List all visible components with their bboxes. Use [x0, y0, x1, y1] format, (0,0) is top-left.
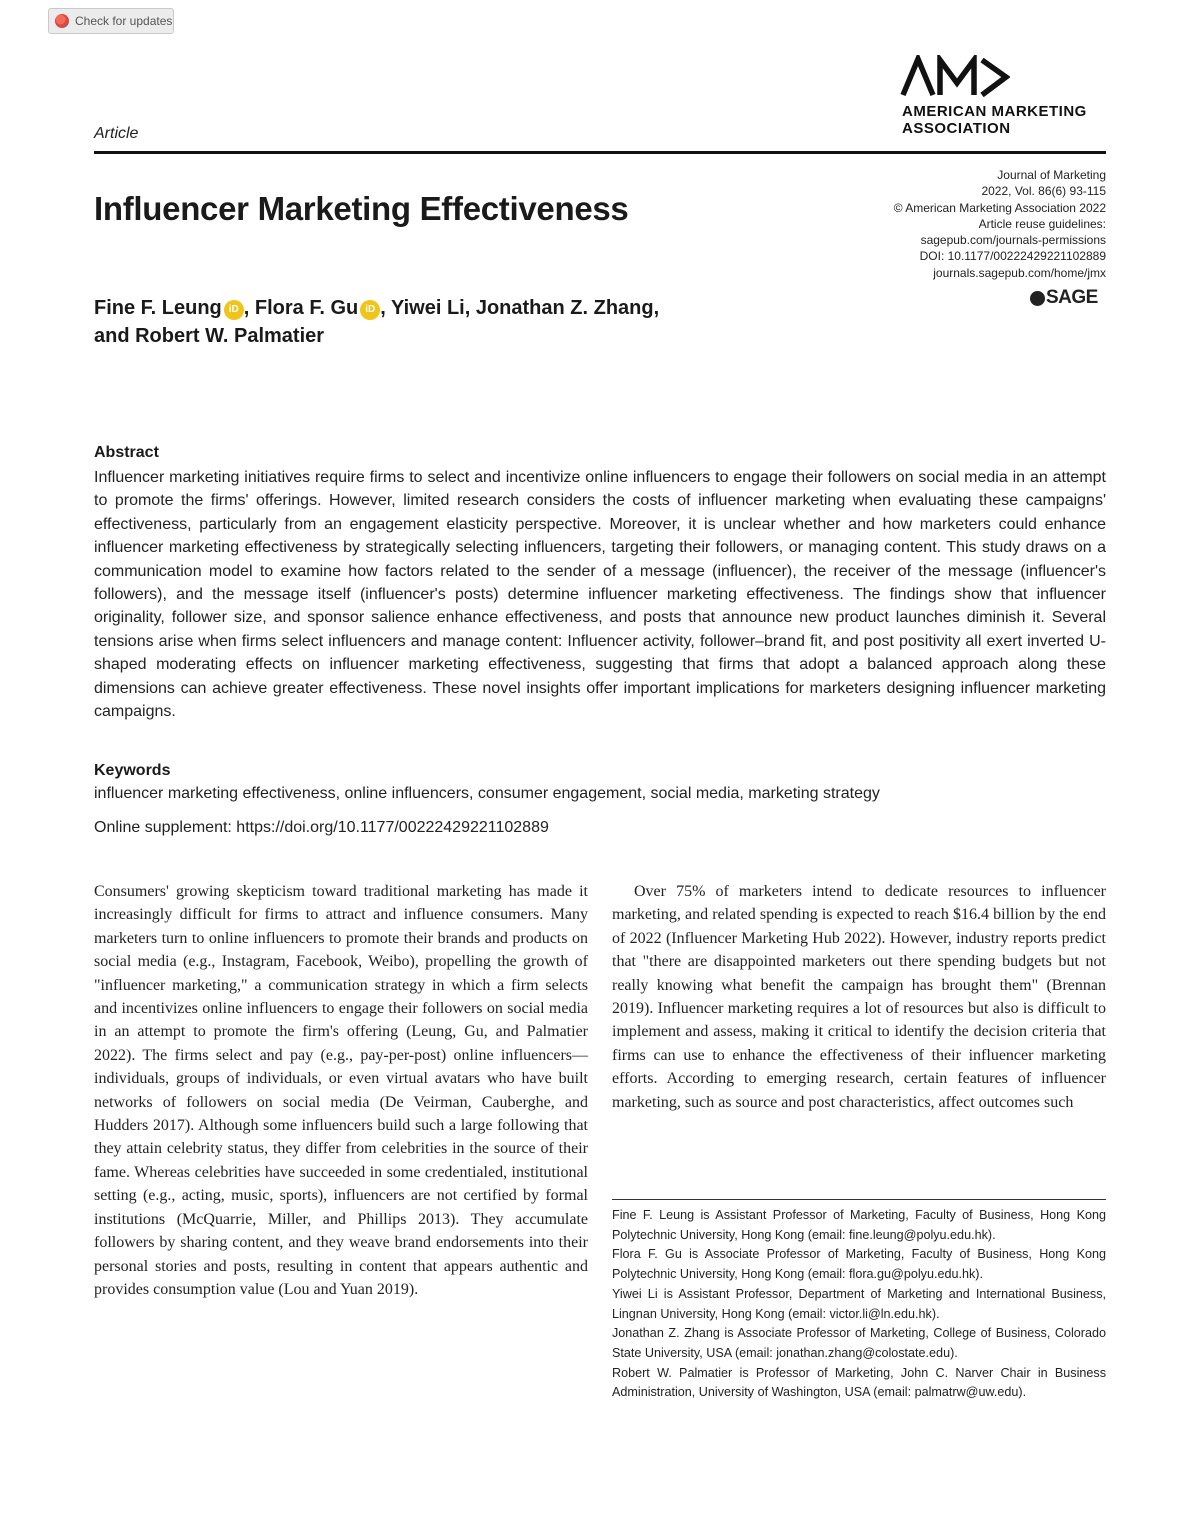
ama-logo-line2: ASSOCIATION — [902, 120, 1011, 137]
permissions-link[interactable]: sagepub.com/journals-permissions — [920, 233, 1106, 248]
affiliation-note: Jonathan Z. Zhang is Associate Professor of Marketing, College of Business, Colorado State University, USA (email: jonathan.zhang@colostate.edu). — [612, 1326, 1106, 1360]
author-separator: , — [243, 297, 255, 319]
check-for-updates-button[interactable] — [48, 8, 174, 34]
body-column-right: Over 75% of marketers intend to dedicate resources to influencer marketing, and related spending is expected to reach $16.4 billion by the end of 2022 (Influencer Marketing Hub 2022). However, industry reports predict that "there are disappointed marketers out there spending budgets but not really knowing what benefit the campaign has brought them" (Brennan 2019). Influencer marketing requires a lot of resources but also is difficult to implement and assess, making it critical to identify the decision criteria that firms can use to enhance the effectiveness of their influencer marketing efforts. According to emerging research, certain features of influencer marketing, such as source and post characteristics, affect outcomes such — [612, 883, 1106, 1111]
crossmark-icon — [55, 14, 69, 28]
affiliation-note: Yiwei Li is Assistant Professor, Department of Marketing and International Business, Lingnan University, Hong Kong (email: victor.li@ln.edu.hk). — [612, 1286, 1106, 1321]
doi[interactable]: DOI: 10.1177/00222429221102889 — [919, 249, 1106, 264]
sage-logo — [1030, 287, 1098, 309]
ama-logo — [900, 55, 1110, 145]
journal-info — [894, 167, 1106, 281]
paper-title: Influencer Marketing Effectiveness — [94, 190, 629, 227]
check-for-updates-label: Check for updates — [75, 14, 173, 28]
abstract-heading: Abstract — [94, 444, 159, 461]
author-names-rest: , Yiwei Li, Jonathan Z. Zhang, — [380, 297, 660, 319]
footnote-rule — [612, 1199, 1106, 1200]
abstract-text: Influencer marketing initiatives require firms to select and incentivize online influencers to engage their followers on social media in an attempt to promote the firms' offerings. However, limited research considers the costs of influencer marketing when evaluating these campaigns' effectiveness, particularly from an engagement elasticity perspective. Moreover, it is unclear whether and how marketers could enhance influencer marketing effectiveness by strategically selecting influencers, targeting their followers, or managing content. This study draws on a communication model to examine how factors related to the sender of a message (influencer), the receiver of the message (influencer's followers), and the message itself (influencer's posts) determine influencer marketing effectiveness. The findings show that influencer originality, follower size, and sponsor salience enhance effectiveness, and posts that announce new product launches diminish it. Several tensions arise when firms select influencers and manage content: Influencer activity, follower–brand fit, and post positivity all exert inverted U-shaped moderating effects on influencer marketing effectiveness, suggesting that firms that adopt a balanced approach along these dimensions can achieve greater effectiveness. These novel insights offer important implications for marketers designing influencer marketing campaigns. — [94, 469, 1106, 721]
sage-logo-text: SAGE — [1046, 287, 1098, 308]
affiliation-note: Robert W. Palmatier is Professor of Marketing, John C. Narver Chair in Business Administration, University of Washington, USA (email: palmatrw@uw.edu). — [612, 1365, 1106, 1400]
author-name: Flora F. Gu — [254, 297, 359, 319]
author-name: Fine F. Leung — [94, 297, 222, 319]
header-rule — [94, 151, 1106, 154]
reuse-guidelines-label: Article reuse guidelines: — [978, 216, 1106, 231]
author-affiliations — [612, 1206, 1106, 1403]
ama-logo-line1: AMERICAN MARKETING — [902, 103, 1087, 120]
journal-volume: 2022, Vol. 86(6) 93-115 — [981, 184, 1106, 199]
sage-circle-icon — [1030, 291, 1045, 306]
orcid-icon[interactable]: iD — [360, 300, 380, 320]
ama-monogram-icon — [900, 55, 1010, 97]
journal-name: Journal of Marketing — [997, 168, 1106, 182]
online-supplement-link[interactable]: Online supplement: https://doi.org/10.1177/00222429221102889 — [94, 819, 549, 836]
author-names-line2: and Robert W. Palmatier — [94, 325, 325, 347]
article-type-label: Article — [94, 125, 139, 142]
keywords-heading: Keywords — [94, 762, 171, 779]
affiliation-note: Flora F. Gu is Associate Professor of Marketing, Faculty of Business, Hong Kong Polytechnic University, Hong Kong (email: flora.gu@polyu.edu.hk). — [612, 1247, 1106, 1282]
body-column-left: Consumers' growing skepticism toward traditional marketing has made it increasingly difficult for firms to attract and influence consumers. Many marketers turn to online influencers to promote their brands and products on social media (e.g., Instagram, Facebook, Weibo), propelling the growth of "influencer marketing," a communication strategy in which a firm selects and incentivizes online influencers to engage their followers on social media in an attempt to promote the firm's offering (Leung, Gu, and Palmatier 2022). The firms select and pay (e.g., pay-per-post) online influencers—individuals, groups of individuals, or even virtual avatars who have built networks of followers on social media (De Veirman, Cauberghe, and Hudders 2017). Although some influencers build such a large following that they attain celebrity status, they differ from celebrities in the source of their fame. Whereas celebrities have succeeded in some credentialed, institutional setting (e.g., acting, music, sports), influencers are not certified by formal institutions (McQuarrie, Miller, and Phillips 2013). They accumulate followers by sharing content, and they weave brand endorsements into their personal stories and posts, resulting in content that appears authentic and provides consumption value (Lou and Yuan 2019). — [94, 883, 588, 1298]
keywords-text: influencer marketing effectiveness, online influencers, consumer engagement, social media, marketing strategy — [94, 785, 880, 802]
journal-homepage-link[interactable]: journals.sagepub.com/home/jmx — [933, 265, 1106, 280]
author-list — [94, 294, 814, 350]
affiliation-note: Fine F. Leung is Assistant Professor of Marketing, Faculty of Business, Hong Kong Polytechnic University, Hong Kong (email: fine.leung@polyu.edu.hk). — [612, 1208, 1106, 1242]
orcid-icon[interactable]: iD — [224, 300, 244, 320]
journal-copyright: © American Marketing Association 2022 — [893, 200, 1106, 215]
